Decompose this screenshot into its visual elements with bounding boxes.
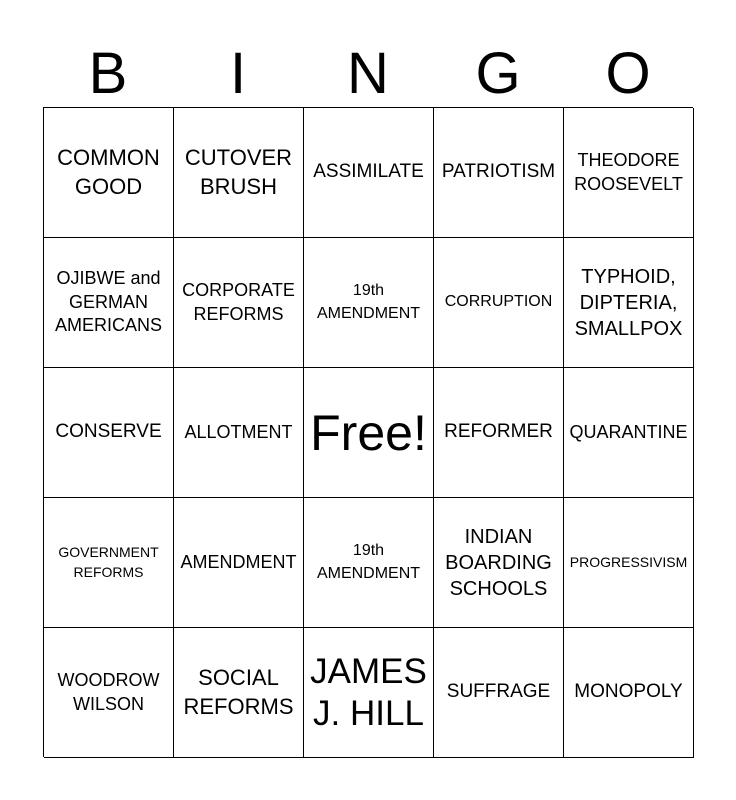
bingo-cell[interactable]: INDIAN BOARDING SCHOOLS [434,498,564,628]
bingo-cell[interactable]: ALLOTMENT [174,368,304,498]
bingo-cell[interactable]: 19th AMENDMENT [304,498,434,628]
bingo-cell[interactable]: 19th AMENDMENT [304,238,434,368]
bingo-board [43,107,693,757]
bingo-cell[interactable]: ASSIMILATE [304,108,434,238]
bingo-header [43,40,693,108]
bingo-cell[interactable]: JAMES J. HILL [304,628,434,758]
header-letter-b: B [88,41,128,106]
bingo-cell[interactable]: MONOPOLY [564,628,694,758]
bingo-cell[interactable]: PROGRESSIVISM [564,498,694,628]
bingo-cell[interactable]: SUFFRAGE [434,628,564,758]
header-letter-o: O [605,41,651,106]
bingo-cell[interactable]: OJIBWE and GERMAN AMERICANS [44,238,174,368]
bingo-cell[interactable]: WOODROW WILSON [44,628,174,758]
header-letter-i: I [229,41,247,106]
bingo-cell[interactable]: QUARANTINE [564,368,694,498]
bingo-cell[interactable]: GOVERNMENT REFORMS [44,498,174,628]
free-space-cell[interactable]: Free! [304,368,434,498]
header-letter-g: G [475,41,521,106]
bingo-cell[interactable]: COMMON GOOD [44,108,174,238]
bingo-cell[interactable]: CORPORATE REFORMS [174,238,304,368]
bingo-cell[interactable]: CUTOVER BRUSH [174,108,304,238]
bingo-cell[interactable]: CORRUPTION [434,238,564,368]
bingo-cell[interactable]: TYPHOID, DIPTERIA, SMALLPOX [564,238,694,368]
header-letter-n: N [347,41,389,106]
bingo-cell[interactable]: PATRIOTISM [434,108,564,238]
bingo-cell[interactable]: SOCIAL REFORMS [174,628,304,758]
bingo-cell[interactable]: THEODORE ROOSEVELT [564,108,694,238]
bingo-cell[interactable]: REFORMER [434,368,564,498]
bingo-cell[interactable]: CONSERVE [44,368,174,498]
bingo-cell[interactable]: AMENDMENT [174,498,304,628]
